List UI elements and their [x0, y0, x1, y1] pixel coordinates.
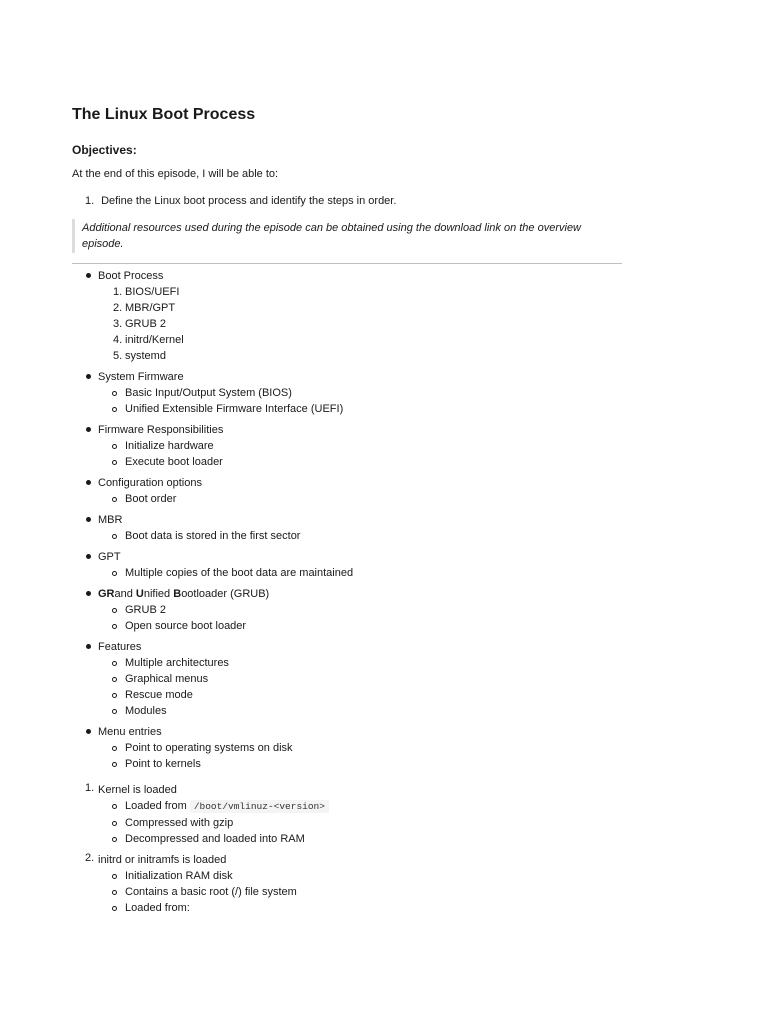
objectives-intro: At the end of this episode, I will be able to: [72, 168, 279, 180]
list-item: Initialization RAM disk [125, 868, 622, 884]
list-item: 2. MBR/GPT [113, 302, 176, 314]
list-item: Point to operating systems on disk [125, 740, 622, 756]
step-initrd: 2. initrd or initramfs is loaded Initialization RAM disk Contains a basic root (/) file system Loaded from: [72, 852, 622, 916]
bullet-icon [86, 554, 91, 559]
objective-item: 1. Define the Linux boot process and identify the steps in order. [85, 195, 397, 207]
list-item: Modules [125, 703, 622, 719]
resources-note: Additional resources used during the episode can be obtained using the download link on the overview episode. [72, 219, 622, 253]
list-item: Contains a basic root (/) file system [125, 884, 622, 900]
topic-system-firmware: System Firmware Basic Input/Output System (BIOS) Unified Extensible Firmware Interface (UEFI) [72, 369, 622, 417]
list-item: Compressed with gzip [125, 815, 622, 831]
topic-firmware-responsibilities: Firmware Responsibilities Initialize hardware Execute boot loader [72, 422, 622, 470]
bullet-icon [86, 480, 91, 485]
list-item: Initialize hardware [125, 438, 622, 454]
divider [72, 263, 622, 264]
list-item: Unified Extensible Firmware Interface (UEFI) [125, 401, 622, 417]
bullet-icon [86, 517, 91, 522]
kernel-path-code: /boot/vmlinuz-<version> [190, 800, 329, 813]
list-item: Multiple copies of the boot data are maintained [125, 565, 622, 581]
list-item: Multiple architectures [125, 655, 622, 671]
topic-boot-process: Boot Process 1. BIOS/UEFI 2. MBR/GPT 3. GRUB 2 4. initrd/Kernel 5. systemd [72, 268, 622, 364]
bullet-icon [86, 591, 91, 596]
list-item: 3. GRUB 2 [113, 318, 166, 330]
grub-heading: GRand Unified Bootloader (GRUB) [98, 588, 270, 600]
list-item: 5. systemd [113, 350, 166, 362]
list-item: Boot data is stored in the first sector [125, 528, 622, 544]
topic-grub [72, 586, 622, 634]
topic-list [72, 268, 622, 772]
bullet-icon [86, 374, 91, 379]
list-item: Graphical menus [125, 671, 622, 687]
list-item: 4. initrd/Kernel [113, 334, 184, 346]
page-title: The Linux Boot Process [72, 106, 256, 123]
list-item: Open source boot loader [125, 618, 622, 634]
objectives-list [85, 193, 622, 209]
boot-steps-list [98, 284, 622, 364]
topic-gpt: GPT Multiple copies of the boot data are maintained [72, 549, 622, 581]
list-item: Execute boot loader [125, 454, 622, 470]
list-item: Decompressed and loaded into RAM [125, 831, 622, 847]
topic-mbr: MBR Boot data is stored in the first sector [72, 512, 622, 544]
boot-steps-detail [72, 782, 622, 916]
list-item: Boot order [125, 491, 622, 507]
list-item: Loaded from /boot/vmlinuz-<version> [125, 798, 622, 815]
bullet-icon [86, 273, 91, 278]
bullet-icon [86, 644, 91, 649]
topic-features: Features Multiple architectures Graphical menus Rescue mode Modules [72, 639, 622, 719]
topic-menu-entries: Menu entries Point to operating systems on disk Point to kernels [72, 724, 622, 772]
list-item: Basic Input/Output System (BIOS) [125, 385, 622, 401]
bullet-icon [86, 427, 91, 432]
topic-configuration-options: Configuration options Boot order [72, 475, 622, 507]
step-kernel: 1. Kernel is loaded Loaded from /boot/vmlinuz-<version> Compressed with gzip Decompressed and loaded into RAM [72, 782, 622, 847]
list-item: GRUB 2 [125, 602, 622, 618]
list-item: Rescue mode [125, 687, 622, 703]
list-item: Point to kernels [125, 756, 622, 772]
list-item: 1. BIOS/UEFI [113, 286, 180, 298]
objectives-heading: Objectives: [72, 143, 137, 157]
bullet-icon [86, 729, 91, 734]
list-item: Loaded from: [125, 900, 622, 916]
document-page [72, 104, 622, 916]
